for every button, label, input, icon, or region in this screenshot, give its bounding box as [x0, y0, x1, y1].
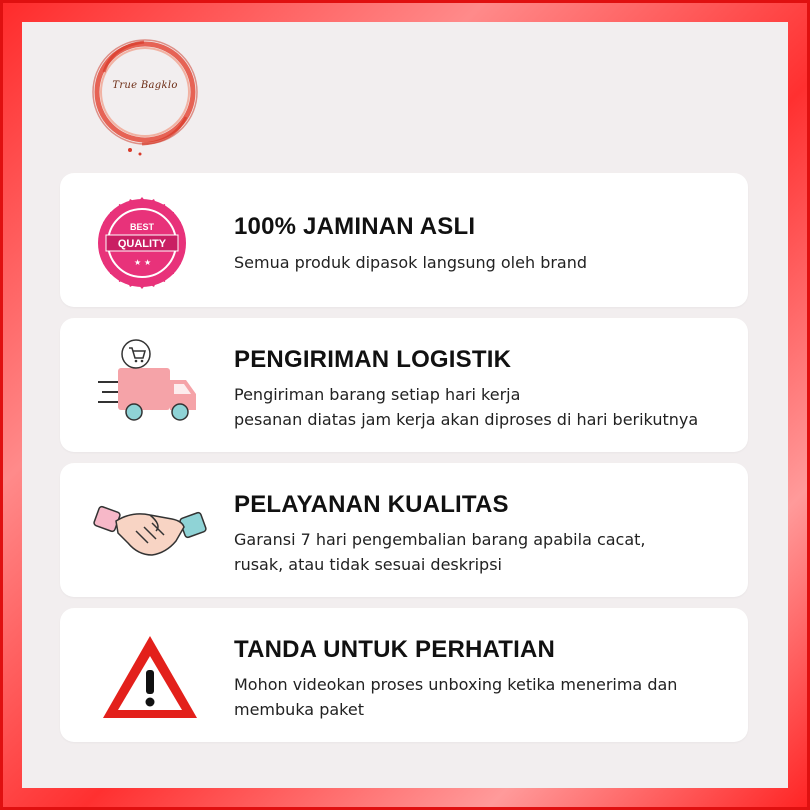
feature-desc-line: Garansi 7 hari pengembalian barang apabila cacat,	[234, 530, 646, 549]
badge-best-text: BEST	[129, 222, 155, 232]
logo-text: True Bagklo	[112, 80, 178, 91]
feature-desc-line: Semua produk dipasok langsung oleh brand	[234, 253, 588, 272]
svg-text:★: ★	[134, 258, 142, 267]
delivery-truck-icon	[96, 336, 200, 433]
feature-desc-line: Pengiriman barang setiap hari kerja	[234, 385, 521, 404]
feature-card-logistics	[60, 318, 748, 452]
feature-desc-line: membuka paket	[234, 700, 364, 719]
feature-card-attention	[60, 608, 748, 742]
logo-ring-icon	[82, 32, 208, 158]
feature-title: PELAYANAN KUALITAS	[234, 491, 509, 518]
feature-desc-line: Mohon videokan proses unboxing ketika menerima dan	[234, 675, 678, 694]
feature-desc-line: rusak, atau tidak sesuai deskripsi	[234, 555, 502, 574]
feature-desc-line: pesanan diatas jam kerja akan diproses di hari berikutnya	[234, 410, 699, 429]
feature-title: 100% JAMINAN ASLI	[234, 213, 476, 240]
brand-logo	[82, 32, 208, 158]
feature-card-service	[60, 463, 748, 597]
feature-card-authenticity	[60, 173, 748, 307]
feature-title: PENGIRIMAN LOGISTIK	[234, 346, 512, 373]
warning-triangle-icon	[100, 632, 200, 727]
svg-text:★: ★	[144, 258, 152, 267]
best-quality-badge-icon	[94, 195, 190, 296]
feature-title: TANDA UNTUK PERHATIAN	[234, 636, 556, 663]
badge-quality-text: QUALITY	[117, 238, 167, 250]
handshake-icon	[92, 491, 208, 572]
